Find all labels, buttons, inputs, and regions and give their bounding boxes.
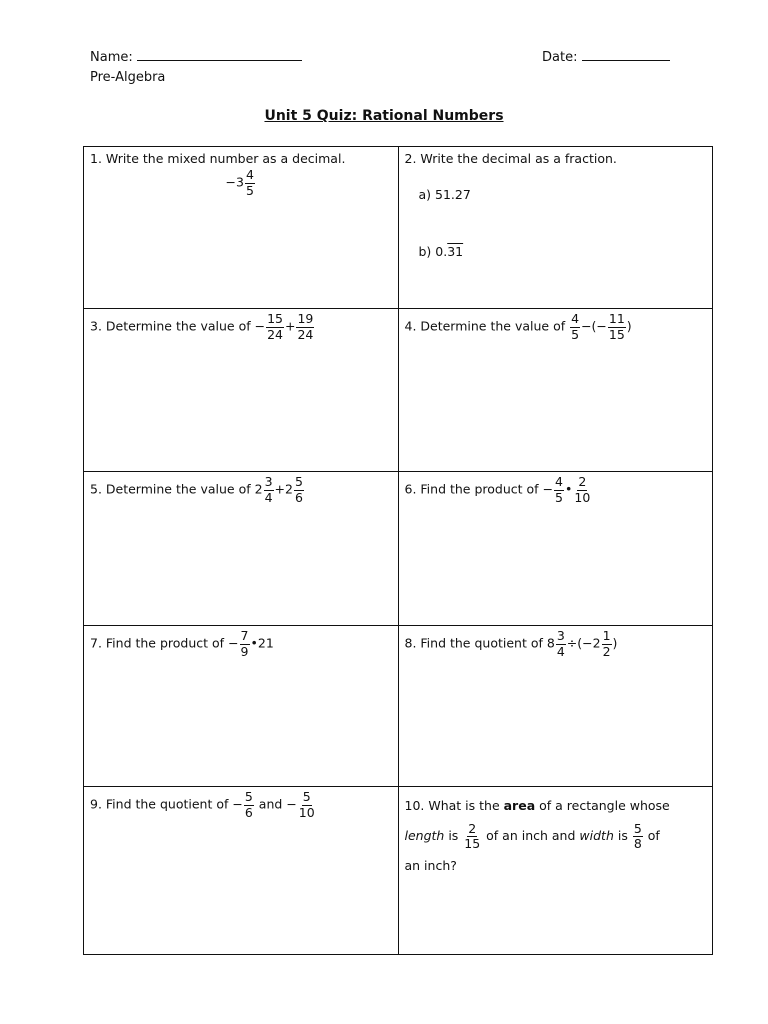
name-field[interactable]	[90, 48, 302, 65]
question-5[interactable]	[84, 472, 399, 626]
fraction: $\frac{11}{15}$	[608, 311, 625, 342]
question-10-line-1: 10. What is the area of a rectangle whose	[404, 798, 670, 813]
question-9[interactable]	[84, 787, 399, 955]
question-7[interactable]	[84, 626, 399, 787]
question-2b: b) 0.31	[418, 243, 464, 259]
question-3[interactable]	[84, 309, 399, 472]
question-2[interactable]	[398, 147, 713, 309]
fraction: $\frac{1}{2}$	[602, 628, 611, 659]
question-10-line-2: length is $\frac{2}{15}$ of an inch and width is $\frac{5}{8}$ of	[404, 820, 660, 851]
date-field[interactable]	[542, 48, 670, 65]
question-5-line: 5. Determine the value of 2 $\frac{3}{4}$ +2 $\frac{5}{6}$	[90, 474, 303, 505]
fraction: $\frac{2}{15}$	[464, 820, 481, 851]
question-10[interactable]	[398, 787, 713, 955]
fraction: $\frac{5}{6}$	[294, 474, 303, 505]
question-1-expression: −3 $\frac{4}{5}$	[225, 167, 254, 198]
question-2a: a) 51.27	[418, 187, 471, 203]
date-label: Date:	[542, 50, 578, 65]
question-6[interactable]	[398, 472, 713, 626]
name-blank[interactable]	[137, 48, 302, 61]
course-name: Pre-Algebra	[90, 70, 166, 85]
question-4-line: 4. Determine the value of $\frac{4}{5}$ −(− $\frac{11}{15}$ )	[404, 311, 632, 342]
fraction: $\frac{5}{10}$	[298, 789, 315, 820]
fraction: $\frac{19}{24}$	[297, 311, 314, 342]
question-7-line: 7. Find the product of − $\frac{7}{9}$ •21	[90, 628, 274, 659]
repeating-digits: 31	[447, 243, 464, 259]
question-9-line: 9. Find the quotient of − $\frac{5}{6}$ and − $\frac{5}{10}$	[90, 789, 315, 820]
question-4[interactable]	[398, 309, 713, 472]
question-6-line: 6. Find the product of − $\frac{4}{5}$ • $\frac{2}{10}$	[404, 474, 591, 505]
question-1[interactable]	[84, 147, 399, 309]
fraction: $\frac{4}{5}$	[555, 474, 563, 505]
quiz-title: Unit 5 Quiz: Rational Numbers	[264, 108, 504, 124]
fraction: $\frac{5}{8}$	[633, 820, 642, 851]
fraction: $\frac{7}{9}$	[240, 628, 249, 659]
name-label: Name:	[90, 50, 133, 65]
fraction: $\frac{2}{10}$	[574, 474, 591, 505]
question-3-line: 3. Determine the value of − $\frac{15}{24}$ + $\frac{19}{24}$	[90, 311, 314, 342]
question-8-line: 8. Find the quotient of 8 $\frac{3}{4}$ ÷(−2 $\frac{1}{2}$ )	[404, 628, 618, 659]
date-blank[interactable]	[582, 48, 670, 61]
fraction: $\frac{5}{6}$	[244, 789, 253, 820]
question-2-text: 2. Write the decimal as a fraction.	[404, 151, 617, 166]
fraction: $\frac{15}{24}$	[267, 311, 283, 342]
question-10-line-3: an inch?	[404, 858, 457, 873]
fraction: $\frac{4}{5}$	[571, 311, 580, 342]
fraction: $\frac{4}{5}$	[245, 167, 254, 198]
question-1-text: 1. Write the mixed number as a decimal.	[90, 151, 346, 166]
question-8[interactable]	[398, 626, 713, 787]
fraction: $\frac{3}{4}$	[264, 474, 273, 505]
question-grid	[83, 146, 713, 955]
fraction: $\frac{3}{4}$	[556, 628, 565, 659]
